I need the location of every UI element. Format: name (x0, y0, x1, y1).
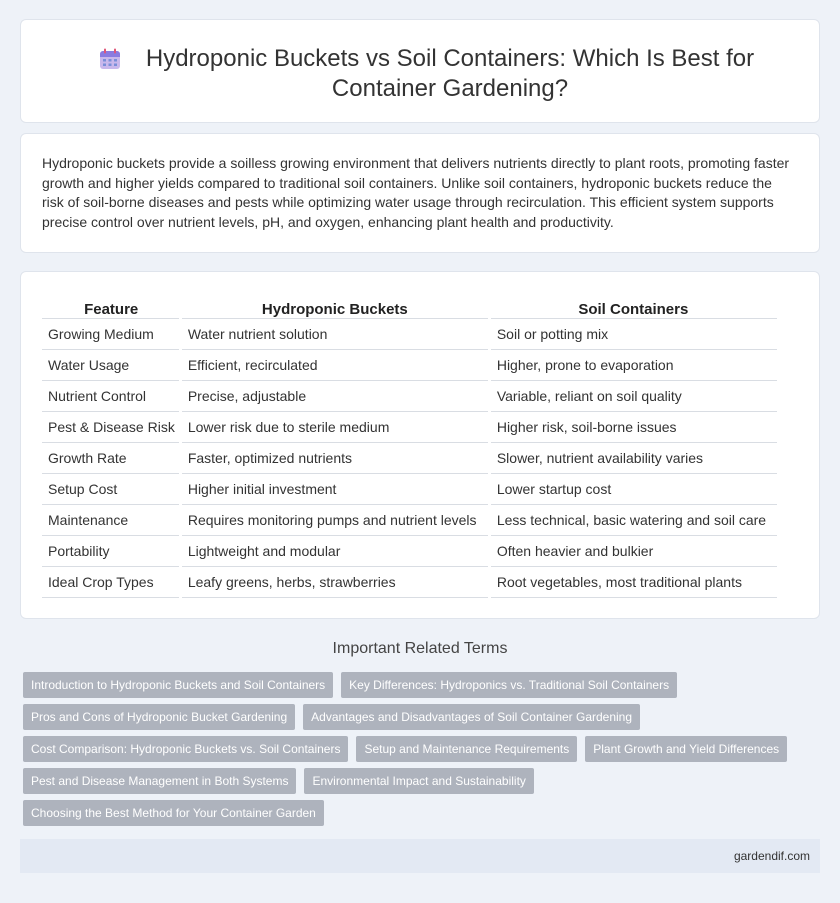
feature-cell: Water Usage (42, 349, 180, 380)
related-term-tag[interactable]: Pest and Disease Management in Both Systems (23, 768, 296, 794)
soil-cell: Higher risk, soil-borne issues (489, 411, 777, 442)
soil-cell: Variable, reliant on soil quality (489, 380, 777, 411)
hydroponic-cell: Lightweight and modular (180, 535, 489, 566)
related-terms-list (23, 672, 803, 826)
related-term-tag[interactable]: Environmental Impact and Sustainability (304, 768, 533, 794)
soil-cell: Soil or potting mix (489, 318, 777, 349)
table-row (42, 504, 777, 535)
soil-cell: Often heavier and bulkier (489, 535, 777, 566)
related-terms-heading: Important Related Terms (332, 640, 508, 657)
hydroponic-cell: Water nutrient solution (180, 318, 489, 349)
table-row (42, 349, 777, 380)
column-header-hydroponic: Hydroponic Buckets (261, 300, 408, 318)
hydroponic-cell: Requires monitoring pumps and nutrient levels (180, 504, 489, 535)
feature-cell: Pest & Disease Risk (42, 411, 180, 442)
feature-cell: Growing Medium (42, 318, 180, 349)
table-row (42, 566, 777, 597)
table-row (42, 318, 777, 349)
column-header-feature: Feature (84, 300, 139, 318)
hydroponic-cell: Efficient, recirculated (180, 349, 489, 380)
soil-cell: Higher, prone to evaporation (489, 349, 777, 380)
feature-cell: Portability (42, 535, 180, 566)
hydroponic-cell: Leafy greens, herbs, strawberries (180, 566, 489, 597)
comparison-table (42, 298, 777, 598)
table-row (42, 442, 777, 473)
table-row (42, 535, 777, 566)
related-term-tag[interactable]: Pros and Cons of Hydroponic Bucket Gardening (23, 704, 295, 730)
feature-cell: Nutrient Control (42, 380, 180, 411)
related-term-tag[interactable]: Choosing the Best Method for Your Container Garden (23, 800, 324, 826)
hydroponic-cell: Precise, adjustable (180, 380, 489, 411)
related-term-tag[interactable]: Cost Comparison: Hydroponic Buckets vs. Soil Containers (23, 736, 348, 762)
feature-cell: Setup Cost (42, 473, 180, 504)
comparison-table-card (20, 271, 820, 619)
soil-cell: Root vegetables, most traditional plants (489, 566, 777, 597)
related-term-tag[interactable]: Key Differences: Hydroponics vs. Traditional Soil Containers (341, 672, 677, 698)
table-header-row (42, 298, 777, 318)
footer (20, 839, 820, 873)
page-title: Hydroponic Buckets vs Soil Containers: Which Is Best for Container Gardening? (145, 45, 755, 102)
soil-cell: Less technical, basic watering and soil care (489, 504, 777, 535)
related-term-tag[interactable]: Introduction to Hydroponic Buckets and Soil Containers (23, 672, 333, 698)
footer-site-link[interactable]: gardendif.com (733, 849, 810, 863)
summary-card (20, 133, 820, 253)
summary-text: Hydroponic buckets provide a soilless growing environment that delivers nutrients directly to plant roots, promoting faster growth and higher yields compared to traditional soil containers. Unlike soil containers, hydroponic buckets reduce the risk of soil-borne diseases and pests while optimizing water usage through recirculation. This efficient system supports precise control over nutrient levels, pH, and oxygen, enhancing plant health and productivity. (42, 155, 790, 230)
feature-cell: Ideal Crop Types (42, 566, 180, 597)
related-term-tag[interactable]: Advantages and Disadvantages of Soil Container Gardening (303, 704, 640, 730)
header-card (20, 19, 820, 123)
related-term-tag[interactable]: Setup and Maintenance Requirements (356, 736, 577, 762)
soil-cell: Slower, nutrient availability varies (489, 442, 777, 473)
table-row (42, 380, 777, 411)
soil-cell: Lower startup cost (489, 473, 777, 504)
hydroponic-cell: Lower risk due to sterile medium (180, 411, 489, 442)
column-header-soil: Soil Containers (578, 300, 689, 318)
hydroponic-cell: Faster, optimized nutrients (180, 442, 489, 473)
hydroponic-cell: Higher initial investment (180, 473, 489, 504)
related-term-tag[interactable]: Plant Growth and Yield Differences (585, 736, 787, 762)
feature-cell: Growth Rate (42, 442, 180, 473)
feature-cell: Maintenance (42, 504, 180, 535)
table-row (42, 473, 777, 504)
table-row (42, 411, 777, 442)
